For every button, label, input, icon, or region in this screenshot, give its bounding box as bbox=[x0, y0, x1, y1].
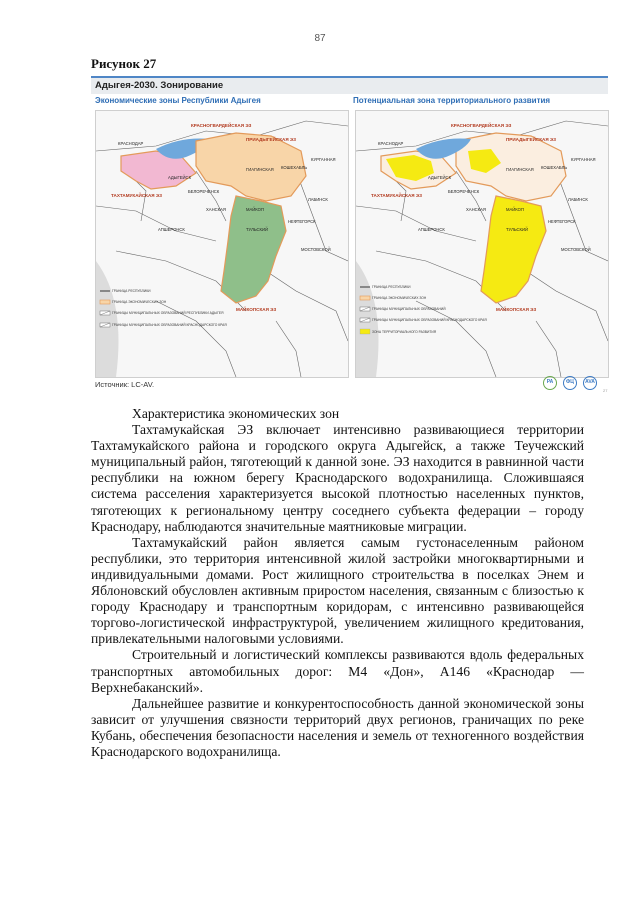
legend-item-2: ГРАНИЦА ЭКОНОМИЧЕСКИХ ЗОН bbox=[112, 300, 167, 304]
label-khanskaya: ХАНСКАЯ bbox=[466, 207, 486, 212]
economic-zones-map bbox=[95, 110, 349, 378]
figure-header bbox=[91, 76, 608, 94]
label-koshekhabl: КОШЕХАБЛЬ bbox=[281, 165, 308, 170]
label-maykopskaya: МАЙКОПСКАЯ ЭЗ bbox=[496, 307, 537, 312]
ava-logo-icon: AVA bbox=[583, 376, 597, 390]
label-labinsk: ЛАБИНСК bbox=[308, 197, 328, 202]
label-neftegorsk: НЕФТЕГОРСК bbox=[288, 219, 316, 224]
paragraph-4: Дальнейшее развитие и конкурентоспособность данной экономической зоны зависит от улучшения связности территорий двух регионов, граничащих по реке Кубань, обеспечения безопасности населения и земель от техногенного воздействия Краснодарского водохранилища. bbox=[91, 695, 584, 759]
legend-item-1: ГРАНИЦА РЕСПУБЛИКИ bbox=[112, 289, 151, 293]
section-heading: Характеристика экономических зон bbox=[132, 406, 340, 421]
label-giaginskaya: ГИАГИНСКАЯ bbox=[506, 167, 534, 172]
legend-item-3: ГРАНИЦЫ МУНИЦИПАЛЬНЫХ ОБРАЗОВАНИЙ РЕСПУБЛИКИ АДЫГЕЯ bbox=[112, 311, 224, 315]
label-takhtamukayskaya: ТАХТАМУКАЙСКАЯ ЭЗ bbox=[111, 193, 162, 198]
label-krasnodar: КРАСНОДАР bbox=[118, 141, 144, 146]
page-number: 87 bbox=[314, 33, 326, 44]
label-krasnodar: КРАСНОДАР bbox=[378, 141, 404, 146]
paragraph-2: Тахтамукайский район является самым густонаселенным районом республики, это территория интенсивной жилой застройки многоквартирными и индивидуальными домами. Рост жилищного строительства в поселках Энем и Яблоновский обусловлен активным приростом населения, связанным с близостью к городу Краснодару и транспортным коридорам, с интенсивно развивающейся торгово-логистической инфраструктурой, увеличением жилищного кредитования, привлекательными налоговыми условиями. bbox=[91, 534, 584, 647]
legend-item-4: ГРАНИЦЫ МУНИЦИПАЛЬНЫХ ОБРАЗОВАНИЙ КРАСНОДАРСКОГО КРАЯ bbox=[372, 318, 487, 322]
label-tulsky: ТУЛЬСКИЙ bbox=[506, 227, 528, 232]
label-krasnogvardeyskaya: КРАСНОГВАРДЕЙСКАЯ ЭЗ bbox=[451, 123, 512, 128]
label-maykopskaya: МАЙКОПСКАЯ ЭЗ bbox=[236, 307, 277, 312]
legend-item-1: ГРАНИЦА РЕСПУБЛИКИ bbox=[372, 285, 411, 289]
label-belorechensk: БЕЛОРЕЧЕНСК bbox=[448, 189, 480, 194]
figure-label: Рисунок 27 bbox=[91, 56, 157, 71]
development-zone-map bbox=[355, 110, 609, 378]
label-adygeysk: АДЫГЕЙСК bbox=[428, 175, 452, 180]
right-map-subtitle: Потенциальная зона территориального развития bbox=[353, 96, 551, 105]
figure bbox=[91, 76, 608, 402]
label-neftegorsk: НЕФТЕГОРСК bbox=[548, 219, 576, 224]
legend-item-4: ГРАНИЦЫ МУНИЦИПАЛЬНЫХ ОБРАЗОВАНИЙ КРАСНОДАРСКОГО КРАЯ bbox=[112, 323, 227, 327]
figure-corner-number: 27 bbox=[603, 388, 608, 393]
label-khanskaya: ХАНСКАЯ bbox=[206, 207, 226, 212]
label-maykop: МАЙКОП bbox=[506, 207, 524, 212]
legend-item-3: ГРАНИЦЫ МУНИЦИПАЛЬНЫХ ОБРАЗОВАНИЙ bbox=[372, 307, 446, 311]
label-priadygeyskaya: ПРИАДЫГЕЙСКАЯ ЭЗ bbox=[506, 137, 556, 142]
label-krasnogvardeyskaya: КРАСНОГВАРДЕЙСКАЯ ЭЗ bbox=[191, 123, 252, 128]
figure-title: Адыгея-2030. Зонирование bbox=[95, 80, 224, 91]
economic-zones-map-svg bbox=[96, 111, 348, 377]
label-apsheronsk: АПШЕРОНСК bbox=[418, 227, 445, 232]
label-takhtamukayskaya: ТАХТАМУКАЙСКАЯ ЭЗ bbox=[371, 193, 422, 198]
fund-logo-icon: ФЦ bbox=[563, 376, 577, 390]
figure-source: Источник: LC-AV. bbox=[95, 380, 155, 389]
label-kurgannaya: КУРГАННАЯ bbox=[571, 157, 596, 162]
label-tulsky: ТУЛЬСКИЙ bbox=[246, 227, 268, 232]
legend-item-5: ЗОНА ТЕРРИТОРИАЛЬНОГО РАЗВИТИЯ bbox=[372, 330, 437, 334]
label-mostovskoy: МОСТОВСКОЙ bbox=[301, 247, 331, 252]
adygea-logo-icon: РА bbox=[543, 376, 557, 390]
partner-logos bbox=[543, 376, 607, 392]
label-adygeysk: АДЫГЕЙСК bbox=[168, 175, 192, 180]
label-apsheronsk: АПШЕРОНСК bbox=[158, 227, 185, 232]
label-priadygeyskaya: ПРИАДЫГЕЙСКАЯ ЭЗ bbox=[246, 137, 296, 142]
paragraph-1: Тахтамукайская ЭЗ включает интенсивно развивающиеся территории Тахтамукайского района и городского округа Адыгейск, а также Теучежский муниципальный район, тяготеющий к данной зоне. ЭЗ находится в равнинной части республики на южном берегу Краснодарского водохранилища. Сложившаяся система расселения характеризуется высокой плотностью населенных пунктов, тяготеющих к региональному центру соседнего субъекта федерации – городу Краснодару, наблюдаются значительные маятниковые миграции. bbox=[91, 422, 584, 534]
label-giaginskaya: ГИАГИНСКАЯ bbox=[246, 167, 274, 172]
label-maykop: МАЙКОП bbox=[246, 207, 264, 212]
body-text bbox=[91, 406, 584, 760]
label-labinsk: ЛАБИНСК bbox=[568, 197, 588, 202]
paragraph-3: Строительный и логистический комплексы развиваются вдоль федеральных транспортных автомобильных дорог: М4 «Дон», А146 «Краснодар — Верхнебаканский». bbox=[91, 647, 584, 695]
label-mostovskoy: МОСТОВСКОЙ bbox=[561, 247, 591, 252]
label-koshekhabl: КОШЕХАБЛЬ bbox=[541, 165, 568, 170]
label-kurgannaya: КУРГАННАЯ bbox=[311, 157, 336, 162]
legend-item-2: ГРАНИЦА ЭКОНОМИЧЕСКИХ ЗОН bbox=[372, 296, 427, 300]
left-map-subtitle: Экономические зоны Республики Адыгея bbox=[95, 96, 261, 105]
label-belorechensk: БЕЛОРЕЧЕНСК bbox=[188, 189, 220, 194]
development-zone-map-svg bbox=[356, 111, 608, 377]
